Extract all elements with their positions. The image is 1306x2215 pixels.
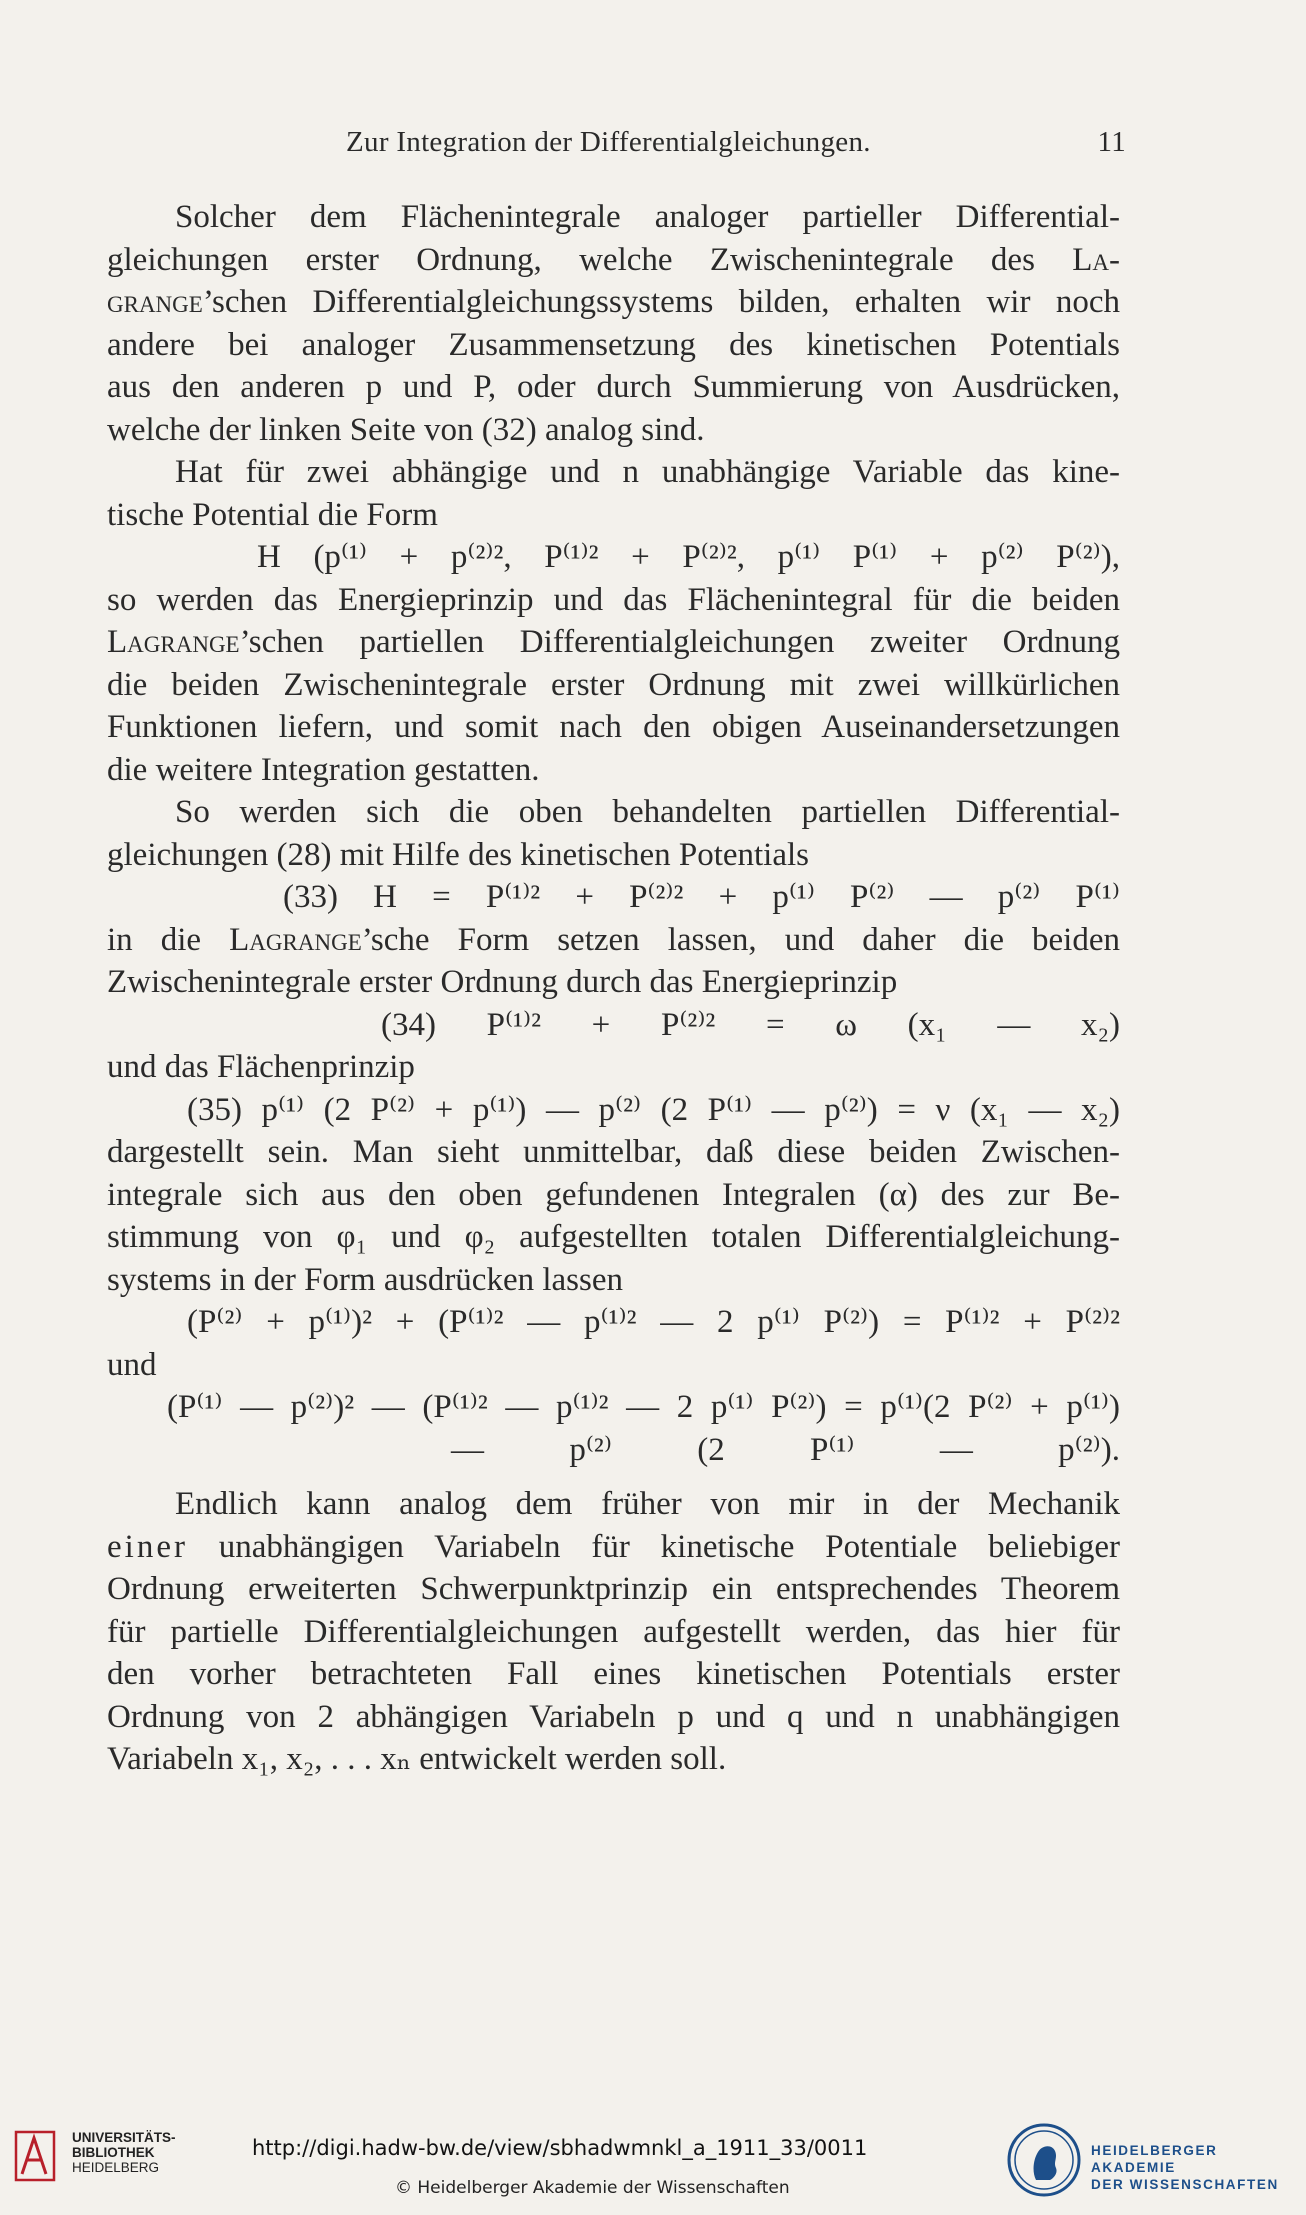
para7-line4: systems in der Form ausdrücken lassen — [107, 1261, 623, 1298]
und-label: und — [107, 1346, 157, 1383]
para2-line1: Hat für zwei abhängige und n unabhängige Variable das kine- — [175, 454, 1120, 490]
para3-line3: die beiden Zwischenintegrale erster Ordnung mit zwei willkürlichen — [107, 666, 1120, 703]
para1-line6: welche der linken Seite von (32) analog sind. — [107, 411, 705, 448]
para5-line1: in die Lagrange’sche Form setzen lassen, und daher die beiden — [107, 921, 1120, 958]
para7-line2: integrale sich aus den oben gefundenen Integralen (α) des zur Be- — [107, 1176, 1120, 1213]
para5-line2: Zwischenintegrale erster Ordnung durch das Energieprinzip — [107, 964, 898, 1000]
para1-line1: Solcher dem Flächenintegrale analoger partieller Differential- — [175, 199, 1120, 235]
body-text — [107, 196, 1120, 1781]
para7-line3: stimmung von φ₁ und φ₂ aufgestellten totalen Differentialgleichung- — [107, 1219, 1120, 1255]
academy-seal-icon — [1006, 2122, 1082, 2198]
para1-line2: gleichungen erster Ordnung, welche Zwischenintegrale des La- — [107, 241, 1120, 278]
running-title: Zur Integration der Differentialgleichungen. — [346, 126, 871, 158]
university-library-name: UNIVERSITÄTS- BIBLIOTHEK HEIDELBERG — [72, 2130, 176, 2175]
para3-line5: die weitere Integration gestatten. — [107, 751, 540, 788]
para8-line4: für partielle Differentialgleichungen aufgestellt werden, das hier für — [107, 1613, 1120, 1650]
para3-line4: Funktionen liefern, und somit nach den obigen Auseinandersetzungen — [107, 709, 1120, 745]
para8-line7: Variabeln x₁, x₂, . . . xₙ entwickelt werden soll. — [107, 1741, 727, 1777]
running-header — [346, 126, 1126, 159]
para1-line4: andere bei analoger Zusammensetzung des kinetischen Potentials — [107, 326, 1120, 363]
para4-line1: So werden sich die oben behandelten partiellen Differential- — [175, 794, 1120, 830]
academy-name: HEIDELBERGER AKADEMIE DER WISSENSCHAFTEN — [1091, 2143, 1279, 2192]
para8-line2: einer unabhängigen Variabeln für kinetische Potentiale beliebiger — [107, 1528, 1120, 1565]
para2-line2: tische Potential die Form — [107, 496, 438, 533]
equation-integral-b-cont: — p⁽²⁾ (2 P⁽¹⁾ — p⁽²⁾). — [451, 1431, 1120, 1468]
equation-33: (33) H = P⁽¹⁾² + P⁽²⁾² + p⁽¹⁾ P⁽²⁾ — p⁽²⁾ P⁽¹⁾ — [283, 879, 1120, 915]
equation-35: (35) p⁽¹⁾ (2 P⁽²⁾ + p⁽¹⁾) — p⁽²⁾ (2 P⁽¹⁾ — p⁽²⁾) = ν (x₁ — x₂) — [187, 1091, 1120, 1128]
para8-line1: Endlich kann analog dem früher von mir in der Mechanik — [175, 1486, 1120, 1522]
para1-line5: aus den anderen p und P, oder durch Summierung von Ausdrücken, — [107, 369, 1120, 405]
equation-34: (34) P⁽¹⁾² + P⁽²⁾² = ω (x₁ — x₂) — [381, 1006, 1120, 1043]
permalink[interactable]: http://digi.hadw-bw.de/view/sbhadwmnkl_a_1911_33/0011 — [252, 2136, 868, 2160]
para4-line2: gleichungen (28) mit Hilfe des kinetischen Potentials — [107, 836, 810, 873]
para3-line2: Lagrange’schen partiellen Differentialgleichungen zweiter Ordnung — [107, 624, 1120, 660]
university-library-logo-icon — [14, 2130, 56, 2182]
equation-integral-b: (P⁽¹⁾ — p⁽²⁾)² — (P⁽¹⁾² — p⁽¹⁾² — 2 p⁽¹⁾ P⁽²⁾) = p⁽¹⁾(2 P⁽²⁾ + p⁽¹⁾) — [167, 1389, 1120, 1425]
para8-line3: Ordnung erweiterten Schwerpunktprinzip ein entsprechendes Theorem — [107, 1571, 1120, 1607]
equation-potential-form: H (p⁽¹⁾ + p⁽²⁾², P⁽¹⁾² + P⁽²⁾², p⁽¹⁾ P⁽¹⁾ + p⁽²⁾ P⁽²⁾), — [257, 539, 1120, 575]
para6-line1: und das Flächenprinzip — [107, 1049, 415, 1085]
para8-line6: Ordnung von 2 abhängigen Variabeln p und q und n unabhängigen — [107, 1698, 1120, 1735]
para3-line1: so werden das Energieprinzip und das Flächenintegral für die beiden — [107, 581, 1120, 618]
para1-line3: grange’schen Differentialgleichungssystems bilden, erhalten wir noch — [107, 284, 1120, 320]
para8-line5: den vorher betrachteten Fall eines kinetischen Potentials erster — [107, 1656, 1120, 1692]
para7-line1: dargestellt sein. Man sieht unmittelbar, daß diese beiden Zwischen- — [107, 1134, 1120, 1170]
equation-integral-a: (P⁽²⁾ + p⁽¹⁾)² + (P⁽¹⁾² — p⁽¹⁾² — 2 p⁽¹⁾ P⁽²⁾) = P⁽¹⁾² + P⁽²⁾² — [187, 1304, 1120, 1340]
digitization-footer — [0, 2110, 1306, 2215]
copyright-notice: © Heidelberger Akademie der Wissenschaften — [395, 2178, 790, 2198]
page-number: 11 — [1097, 126, 1126, 158]
